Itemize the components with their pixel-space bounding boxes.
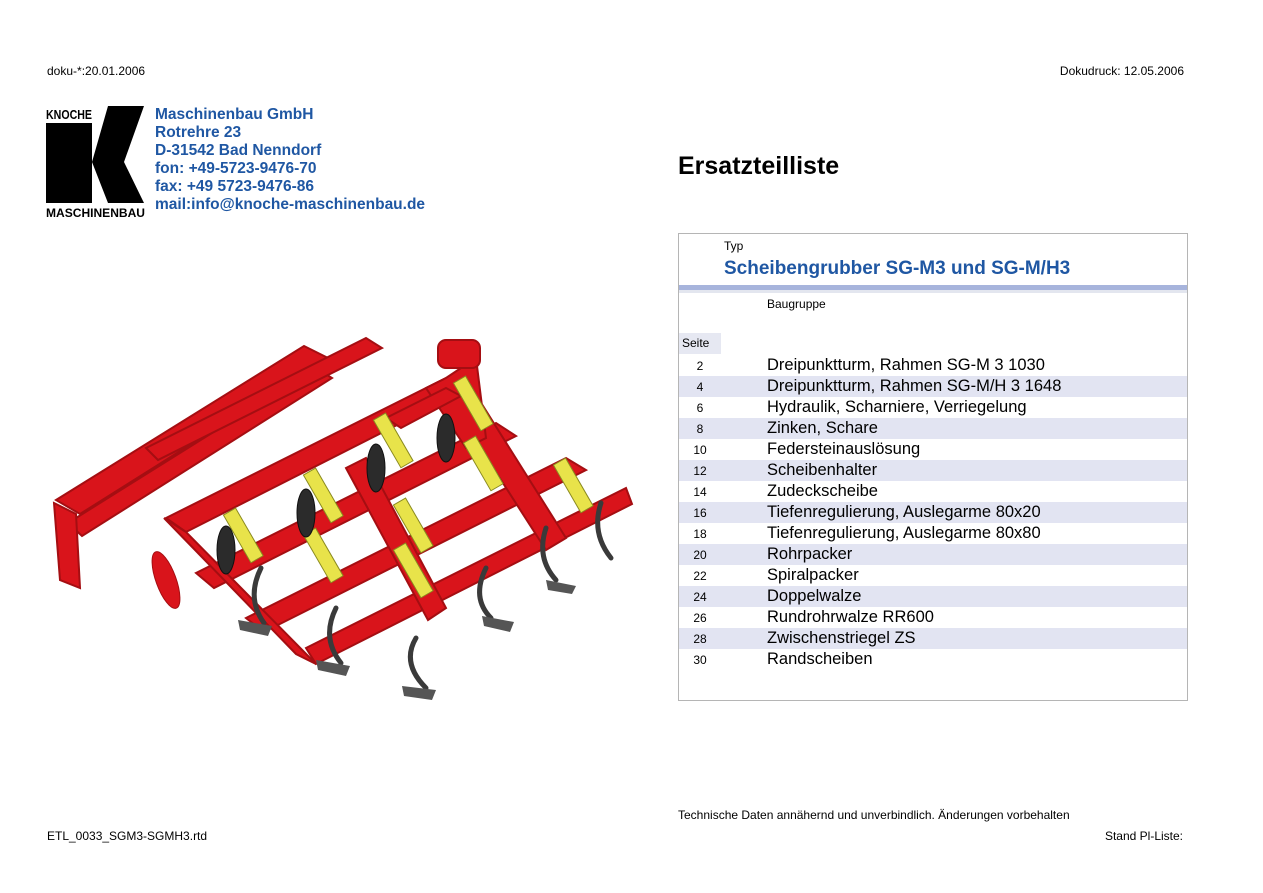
list-item[interactable] <box>679 523 1187 544</box>
page-number: 14 <box>693 485 707 499</box>
assembly-name: Scheibenhalter <box>767 461 878 479</box>
company-mail[interactable]: mail:info@knoche-maschinenbau.de <box>155 196 426 213</box>
page-number: 30 <box>693 653 707 667</box>
page-number: 10 <box>693 443 707 457</box>
page-number: 2 <box>696 359 704 373</box>
list-item[interactable] <box>679 418 1187 439</box>
parts-list <box>679 355 1187 670</box>
assembly-name: Tiefenregulierung, Auslegarme 80x80 <box>767 524 1041 542</box>
assembly-name: Federsteinauslösung <box>767 440 921 458</box>
page-number: 24 <box>693 590 707 604</box>
list-item[interactable] <box>679 544 1187 565</box>
assembly-name: Doppelwalze <box>767 587 862 605</box>
logo-top-text: KNOCHE <box>46 107 93 122</box>
page-number: 18 <box>693 527 707 541</box>
list-item[interactable] <box>679 586 1187 607</box>
type-name: Scheibengrubber SG-M3 und SG-M/H3 <box>724 258 1071 279</box>
list-item[interactable] <box>679 481 1187 502</box>
file-name: ETL_0033_SGM3-SGMH3.rtd <box>47 829 208 843</box>
list-item[interactable] <box>679 607 1187 628</box>
company-address <box>155 106 425 214</box>
company-phone: fon: +49-5723-9476-70 <box>155 160 317 177</box>
baugruppe-label: Baugruppe <box>767 297 826 311</box>
assembly-name: Spiralpacker <box>767 566 859 584</box>
typ-label: Typ <box>724 239 744 253</box>
stand-label: Stand Pl-Liste: <box>1104 829 1183 843</box>
page-number: 16 <box>693 506 707 520</box>
list-item[interactable] <box>679 376 1187 397</box>
company-name: Maschinenbau GmbH <box>155 106 314 123</box>
seite-label: Seite <box>679 333 721 354</box>
assembly-name: Zwischenstriegel ZS <box>767 629 916 647</box>
document-title: Ersatzteilliste <box>678 152 840 180</box>
page-number: 6 <box>696 401 704 415</box>
page-number: 4 <box>696 380 704 394</box>
assembly-name: Rohrpacker <box>767 545 853 563</box>
company-street: Rotrehre 23 <box>155 124 242 141</box>
assembly-name: Dreipunktturm, Rahmen SG-M/H 3 1648 <box>767 377 1062 395</box>
assembly-name: Dreipunktturm, Rahmen SG-M 3 1030 <box>767 356 1045 374</box>
divider-shadow <box>679 290 1187 293</box>
list-item[interactable] <box>679 397 1187 418</box>
print-date: Dokudruck: 12.05.2006 <box>1059 64 1184 78</box>
list-item[interactable] <box>679 355 1187 376</box>
page-number: 22 <box>693 569 707 583</box>
list-item[interactable] <box>679 502 1187 523</box>
assembly-name: Zudeckscheibe <box>767 482 878 500</box>
page-number: 26 <box>693 611 707 625</box>
assembly-name: Randscheiben <box>767 650 873 668</box>
disc-cultivator-illustration <box>46 318 640 703</box>
list-item[interactable] <box>679 628 1187 649</box>
assembly-name: Tiefenregulierung, Auslegarme 80x20 <box>767 503 1041 521</box>
assembly-name: Hydraulik, Scharniere, Verriegelung <box>767 398 1027 416</box>
page-number: 12 <box>693 464 707 478</box>
assembly-name: Zinken, Schare <box>767 419 878 437</box>
company-city: D-31542 Bad Nenndorf <box>155 142 322 159</box>
page-number: 28 <box>693 632 707 646</box>
list-item[interactable] <box>679 439 1187 460</box>
logo-bottom-text: MASCHINENBAU <box>46 206 145 218</box>
list-item[interactable] <box>679 460 1187 481</box>
doku-date: doku-*:20.01.2006 <box>47 64 146 78</box>
knoche-logo <box>46 106 146 218</box>
company-fax: fax: +49 5723-9476-86 <box>155 178 314 195</box>
type-box <box>678 233 1188 701</box>
list-item[interactable] <box>679 565 1187 586</box>
page-number: 8 <box>696 422 704 436</box>
disclaimer: Technische Daten annähernd und unverbindlich. Änderungen vorbehalten <box>678 808 1070 822</box>
assembly-name: Rundrohrwalze RR600 <box>767 608 934 626</box>
list-item[interactable] <box>679 649 1187 670</box>
page-number: 20 <box>693 548 707 562</box>
